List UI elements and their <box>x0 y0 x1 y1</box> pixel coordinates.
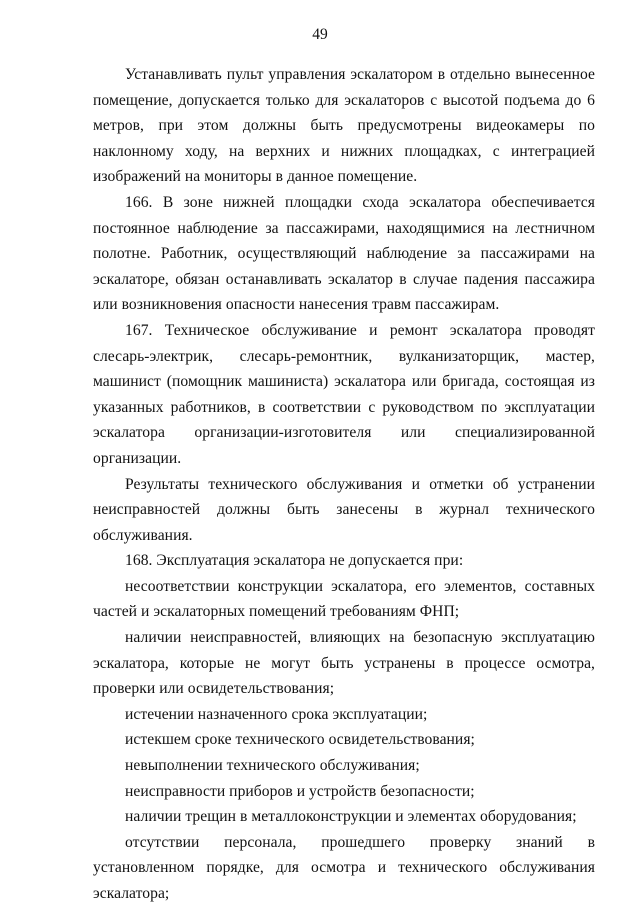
list-item: наличии неисправностей, влияющих на безопасную эксплуатацию эскалатора, которые не могут быть устранены в процессе осмотра, проверки или освидетельствования; <box>93 629 595 698</box>
list-item: невыполнении технического обслуживания; <box>125 757 420 775</box>
list-item: истекшем сроке технического освидетельствования; <box>125 731 475 749</box>
paragraph-maintenance-results: Результаты технического обслуживания и отметки об устранении неисправностей должны быть занесены в журнал технического обслуживания. <box>93 475 595 544</box>
list-item: истечении назначенного срока эксплуатации; <box>125 705 428 723</box>
list-item: отсутствии персонала, прошедшего проверку знаний в установленном порядке, для осмотра и технического обслуживания эскалатора; <box>93 833 595 902</box>
paragraph-167: 167. Техническое обслуживание и ремонт эскалатора проводят слесарь-электрик, слесарь-ремонтник, вулканизаторщик, мастер, машинист (помощник машиниста) эскалатора или бригада, состоящая из указанных работников, в соответствии с руководством по эксплуатации эскалатора организации-изготовителя или специализированной организации. <box>93 321 595 467</box>
list-item: несоответствии конструкции эскалатора, его элементов, составных частей и эскалаторных помещений требованиям ФНП; <box>93 577 595 621</box>
page-number: 49 <box>312 26 328 43</box>
list-item: неисправности приборов и устройств безопасности; <box>125 782 475 800</box>
list-item: наличии трещин в металлоконструкции и элементах оборудования; <box>125 808 577 826</box>
paragraph-168: 168. Эксплуатация эскалатора не допускается при: <box>125 552 464 570</box>
paragraph-166: 166. В зоне нижней площадки схода эскалатора обеспечивается постоянное наблюдение за пассажирами, находящимися на лестничном полотне. Работник, осуществляющий наблюдение за пассажирами на эскалаторе, обязан останавливать эскалатор в случае падения пассажира или возникновения опасности нанесения травм пассажирам. <box>93 193 595 314</box>
paragraph-control-panel: Устанавливать пульт управления эскалатором в отдельно вынесенное помещение, допускается только для эскалаторов с высотой подъема до 6 метров, при этом должны быть предусмотрены видеокамеры по наклонному ходу, на верхних и нижних площадках, с интеграцией изображений на мониторы в данное помещение. <box>93 66 595 186</box>
document-body <box>93 62 595 907</box>
